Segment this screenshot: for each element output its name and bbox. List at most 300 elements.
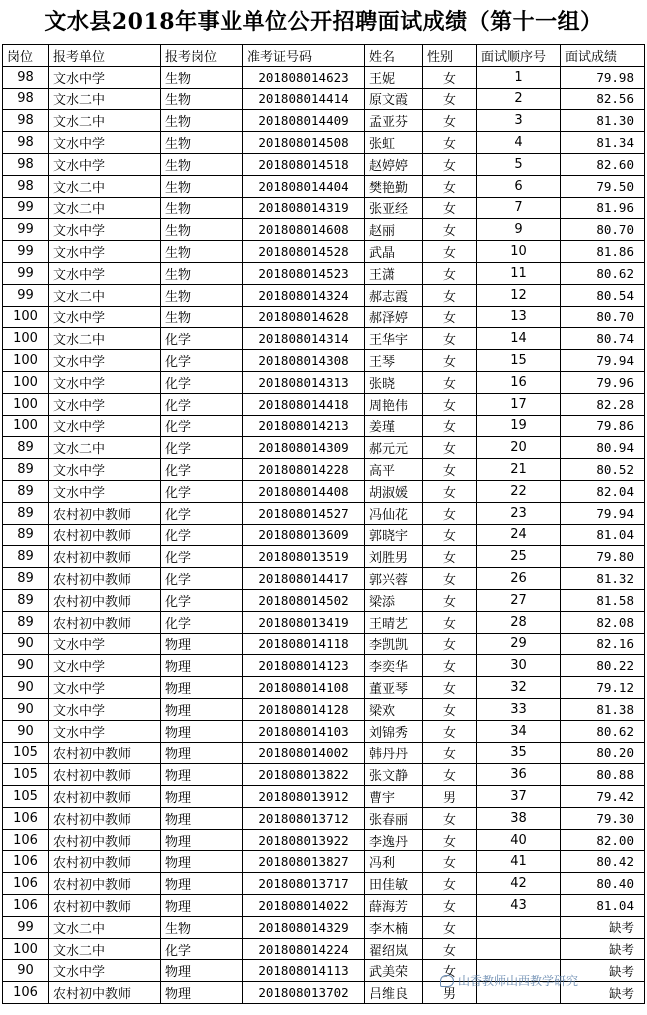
- cell-score: 82.60: [561, 153, 645, 175]
- cell-unit: 农村初中教师: [49, 568, 161, 590]
- cell-order: 33: [477, 698, 561, 720]
- cell-post-id: 90: [3, 698, 49, 720]
- table-row: [3, 110, 645, 132]
- cell-post-id: 100: [3, 371, 49, 393]
- table-row: [3, 480, 645, 502]
- cell-gender: 女: [423, 153, 477, 175]
- table-row: [3, 742, 645, 764]
- cell-name: 张虹: [365, 132, 423, 154]
- cell-name: 樊艳勤: [365, 175, 423, 197]
- cell-ticket-number: 201808014608: [243, 219, 365, 241]
- page-title: 文水县2018年事业单位公开招聘面试成绩（第十一组）: [44, 9, 603, 35]
- cell-ticket-number: 201808014628: [243, 306, 365, 328]
- cell-score: 80.52: [561, 459, 645, 481]
- cell-position: 化学: [161, 589, 243, 611]
- cell-order: 27: [477, 589, 561, 611]
- header-post-id: 岗位: [3, 45, 49, 67]
- cell-position: 物理: [161, 677, 243, 699]
- cell-post-id: 99: [3, 197, 49, 219]
- cell-post-id: 90: [3, 633, 49, 655]
- cell-gender: 女: [423, 306, 477, 328]
- cell-score: 79.94: [561, 502, 645, 524]
- cell-ticket-number: 201808014002: [243, 742, 365, 764]
- cell-position: 化学: [161, 611, 243, 633]
- cell-post-id: 100: [3, 350, 49, 372]
- cell-unit: 文水二中: [49, 916, 161, 938]
- cell-position: 生物: [161, 66, 243, 88]
- cell-post-id: 106: [3, 895, 49, 917]
- cell-score: 79.96: [561, 371, 645, 393]
- cell-position: 化学: [161, 371, 243, 393]
- cell-post-id: 89: [3, 524, 49, 546]
- cell-gender: 女: [423, 393, 477, 415]
- cell-name: 梁欢: [365, 698, 423, 720]
- cell-unit: 文水二中: [49, 284, 161, 306]
- cell-post-id: 100: [3, 393, 49, 415]
- header-unit: 报考单位: [49, 45, 161, 67]
- cell-name: 郝泽婷: [365, 306, 423, 328]
- cell-name: 薛海芳: [365, 895, 423, 917]
- cell-gender: 男: [423, 982, 477, 1004]
- cell-order: [477, 938, 561, 960]
- cell-ticket-number: 201808014408: [243, 480, 365, 502]
- cell-position: 生物: [161, 306, 243, 328]
- cell-order: 43: [477, 895, 561, 917]
- cell-position: 物理: [161, 698, 243, 720]
- cell-score: 81.96: [561, 197, 645, 219]
- cell-ticket-number: 201808014527: [243, 502, 365, 524]
- cell-position: 生物: [161, 916, 243, 938]
- cell-name: 张文静: [365, 764, 423, 786]
- cell-gender: 女: [423, 546, 477, 568]
- cell-unit: 文水中学: [49, 306, 161, 328]
- header-ticket-number: 准考证号码: [243, 45, 365, 67]
- cell-ticket-number: 201808013609: [243, 524, 365, 546]
- cell-score: 缺考: [561, 916, 645, 938]
- cell-name: 赵丽: [365, 219, 423, 241]
- cell-ticket-number: 201808014319: [243, 197, 365, 219]
- cell-name: 高平: [365, 459, 423, 481]
- table-row: [3, 197, 645, 219]
- cell-position: 生物: [161, 284, 243, 306]
- cell-ticket-number: 201808014523: [243, 262, 365, 284]
- cell-post-id: 99: [3, 241, 49, 263]
- header-score: 面试成绩: [561, 45, 645, 67]
- cell-post-id: 106: [3, 829, 49, 851]
- cell-score: 82.00: [561, 829, 645, 851]
- cell-gender: 女: [423, 350, 477, 372]
- cell-position: 物理: [161, 720, 243, 742]
- cell-name: 武晶: [365, 241, 423, 263]
- cell-post-id: 89: [3, 502, 49, 524]
- cell-unit: 文水中学: [49, 720, 161, 742]
- cell-unit: 文水中学: [49, 633, 161, 655]
- cell-post-id: 89: [3, 459, 49, 481]
- score-table: [2, 44, 645, 1004]
- cell-unit: 农村初中教师: [49, 851, 161, 873]
- cell-score: 79.42: [561, 786, 645, 808]
- cell-name: 王潇: [365, 262, 423, 284]
- header-position: 报考岗位: [161, 45, 243, 67]
- header-gender: 性别: [423, 45, 477, 67]
- cell-gender: 女: [423, 175, 477, 197]
- header-row: [3, 45, 645, 67]
- cell-ticket-number: 201808013822: [243, 764, 365, 786]
- cell-gender: 女: [423, 611, 477, 633]
- cell-name: 曹宇: [365, 786, 423, 808]
- cell-name: 王妮: [365, 66, 423, 88]
- cell-ticket-number: 201808014409: [243, 110, 365, 132]
- cell-order: 15: [477, 350, 561, 372]
- cell-score: 81.30: [561, 110, 645, 132]
- cell-position: 化学: [161, 568, 243, 590]
- cell-unit: 农村初中教师: [49, 829, 161, 851]
- cell-position: 化学: [161, 524, 243, 546]
- cell-position: 化学: [161, 480, 243, 502]
- cell-name: 张春丽: [365, 807, 423, 829]
- cell-order: 21: [477, 459, 561, 481]
- cell-score: 80.20: [561, 742, 645, 764]
- cell-name: 冯仙花: [365, 502, 423, 524]
- cell-gender: 女: [423, 219, 477, 241]
- cell-ticket-number: 201808013912: [243, 786, 365, 808]
- cell-post-id: 89: [3, 611, 49, 633]
- cell-unit: 文水中学: [49, 219, 161, 241]
- cell-name: 周艳伟: [365, 393, 423, 415]
- table-row: [3, 568, 645, 590]
- cell-score: 80.62: [561, 720, 645, 742]
- cell-gender: 女: [423, 328, 477, 350]
- cell-score: 81.86: [561, 241, 645, 263]
- cell-name: 吕维良: [365, 982, 423, 1004]
- cell-ticket-number: 201808014508: [243, 132, 365, 154]
- cell-name: 王琴: [365, 350, 423, 372]
- cell-post-id: 98: [3, 175, 49, 197]
- cell-order: 29: [477, 633, 561, 655]
- cell-ticket-number: 201808014228: [243, 459, 365, 481]
- cell-ticket-number: 201808013519: [243, 546, 365, 568]
- cell-score: 缺考: [561, 982, 645, 1004]
- cell-post-id: 98: [3, 132, 49, 154]
- cell-post-id: 98: [3, 110, 49, 132]
- cell-ticket-number: 201808014113: [243, 960, 365, 982]
- cell-order: 1: [477, 66, 561, 88]
- cell-score: 80.88: [561, 764, 645, 786]
- cell-name: 冯利: [365, 851, 423, 873]
- cell-order: 2: [477, 88, 561, 110]
- cell-position: 物理: [161, 807, 243, 829]
- cell-score: 80.70: [561, 219, 645, 241]
- cell-unit: 农村初中教师: [49, 807, 161, 829]
- table-row: [3, 393, 645, 415]
- cell-name: 李凯凯: [365, 633, 423, 655]
- cell-name: 李奕华: [365, 655, 423, 677]
- cell-order: 26: [477, 568, 561, 590]
- cell-order: 40: [477, 829, 561, 851]
- cell-unit: 农村初中教师: [49, 611, 161, 633]
- cell-score: 缺考: [561, 960, 645, 982]
- cell-name: 田佳敏: [365, 873, 423, 895]
- cell-ticket-number: 201808014118: [243, 633, 365, 655]
- cell-ticket-number: 201808014414: [243, 88, 365, 110]
- cell-position: 化学: [161, 459, 243, 481]
- cell-ticket-number: 201808014213: [243, 415, 365, 437]
- cell-unit: 文水中学: [49, 698, 161, 720]
- cell-post-id: 90: [3, 720, 49, 742]
- cell-gender: 女: [423, 742, 477, 764]
- cell-unit: 文水二中: [49, 938, 161, 960]
- cell-post-id: 98: [3, 153, 49, 175]
- table-row: [3, 633, 645, 655]
- cell-unit: 文水中学: [49, 960, 161, 982]
- cell-ticket-number: 201808014314: [243, 328, 365, 350]
- cell-order: 25: [477, 546, 561, 568]
- cell-unit: 农村初中教师: [49, 502, 161, 524]
- cell-position: 物理: [161, 655, 243, 677]
- cell-unit: 文水二中: [49, 197, 161, 219]
- cell-position: 生物: [161, 153, 243, 175]
- cell-post-id: 105: [3, 786, 49, 808]
- cell-order: 19: [477, 415, 561, 437]
- cell-ticket-number: 201808014128: [243, 698, 365, 720]
- cell-ticket-number: 201808013922: [243, 829, 365, 851]
- table-row: [3, 829, 645, 851]
- cell-position: 生物: [161, 197, 243, 219]
- cell-gender: 女: [423, 524, 477, 546]
- cell-score: 82.16: [561, 633, 645, 655]
- cell-name: 李逸丹: [365, 829, 423, 851]
- table-row: [3, 807, 645, 829]
- cell-score: 81.34: [561, 132, 645, 154]
- cell-gender: 女: [423, 655, 477, 677]
- cell-position: 物理: [161, 633, 243, 655]
- table-row: [3, 241, 645, 263]
- cell-score: 缺考: [561, 938, 645, 960]
- cell-gender: 女: [423, 916, 477, 938]
- cell-order: 38: [477, 807, 561, 829]
- cell-order: 41: [477, 851, 561, 873]
- cell-gender: 女: [423, 502, 477, 524]
- table-row: [3, 175, 645, 197]
- cell-unit: 农村初中教师: [49, 524, 161, 546]
- cell-score: 81.32: [561, 568, 645, 590]
- cell-unit: 农村初中教师: [49, 589, 161, 611]
- cell-score: 82.56: [561, 88, 645, 110]
- cell-unit: 文水中学: [49, 677, 161, 699]
- cell-unit: 文水中学: [49, 241, 161, 263]
- table-row: [3, 764, 645, 786]
- cell-unit: 文水中学: [49, 350, 161, 372]
- cell-ticket-number: 201808013827: [243, 851, 365, 873]
- cell-ticket-number: 201808014418: [243, 393, 365, 415]
- table-row: [3, 415, 645, 437]
- table-row: [3, 677, 645, 699]
- cell-unit: 文水中学: [49, 393, 161, 415]
- cell-order: 30: [477, 655, 561, 677]
- cell-ticket-number: 201808014329: [243, 916, 365, 938]
- table-row: [3, 895, 645, 917]
- cell-score: 79.94: [561, 350, 645, 372]
- cell-name: 刘锦秀: [365, 720, 423, 742]
- cell-gender: 女: [423, 241, 477, 263]
- cell-gender: 女: [423, 698, 477, 720]
- table-row: [3, 284, 645, 306]
- cell-gender: 女: [423, 938, 477, 960]
- table-row: [3, 437, 645, 459]
- cell-unit: 文水中学: [49, 132, 161, 154]
- cell-name: 赵婷婷: [365, 153, 423, 175]
- cell-unit: 农村初中教师: [49, 546, 161, 568]
- cell-gender: 女: [423, 764, 477, 786]
- cell-score: 80.54: [561, 284, 645, 306]
- cell-post-id: 106: [3, 807, 49, 829]
- cell-score: 81.04: [561, 524, 645, 546]
- cell-position: 化学: [161, 938, 243, 960]
- cell-gender: 女: [423, 371, 477, 393]
- cell-unit: 文水二中: [49, 175, 161, 197]
- cell-ticket-number: 201808014309: [243, 437, 365, 459]
- cell-score: 79.98: [561, 66, 645, 88]
- cell-unit: 文水二中: [49, 328, 161, 350]
- cell-ticket-number: 201808013419: [243, 611, 365, 633]
- cell-name: 原文霞: [365, 88, 423, 110]
- cell-order: 9: [477, 219, 561, 241]
- cell-gender: 女: [423, 197, 477, 219]
- cell-unit: 文水中学: [49, 415, 161, 437]
- watermark: [440, 972, 578, 989]
- cell-name: 李木楠: [365, 916, 423, 938]
- cell-unit: 农村初中教师: [49, 982, 161, 1004]
- cell-name: 翟绍岚: [365, 938, 423, 960]
- cell-position: 物理: [161, 960, 243, 982]
- cell-order: 20: [477, 437, 561, 459]
- cell-gender: 女: [423, 589, 477, 611]
- cell-name: 王华宇: [365, 328, 423, 350]
- cell-post-id: 99: [3, 916, 49, 938]
- cell-ticket-number: 201808014324: [243, 284, 365, 306]
- cell-position: 化学: [161, 415, 243, 437]
- cell-unit: 农村初中教师: [49, 873, 161, 895]
- table-row: [3, 916, 645, 938]
- header-order: 面试顺序号: [477, 45, 561, 67]
- cell-gender: 女: [423, 262, 477, 284]
- table-row: [3, 589, 645, 611]
- cell-position: 物理: [161, 829, 243, 851]
- cell-position: 物理: [161, 742, 243, 764]
- cell-unit: 文水二中: [49, 88, 161, 110]
- cell-name: 郝志霞: [365, 284, 423, 306]
- table-row: [3, 153, 645, 175]
- cell-post-id: 106: [3, 873, 49, 895]
- cell-post-id: 100: [3, 938, 49, 960]
- table-row: [3, 219, 645, 241]
- table-row: [3, 459, 645, 481]
- cell-gender: 女: [423, 459, 477, 481]
- cell-order: 28: [477, 611, 561, 633]
- cell-position: 化学: [161, 546, 243, 568]
- cell-post-id: 106: [3, 982, 49, 1004]
- table-row: [3, 306, 645, 328]
- cell-score: 82.08: [561, 611, 645, 633]
- cell-ticket-number: 201808014404: [243, 175, 365, 197]
- table-row: [3, 88, 645, 110]
- cell-order: 14: [477, 328, 561, 350]
- cell-score: 80.70: [561, 306, 645, 328]
- cell-gender: 女: [423, 633, 477, 655]
- cell-ticket-number: 201808014308: [243, 350, 365, 372]
- cell-order: 7: [477, 197, 561, 219]
- cell-gender: 女: [423, 829, 477, 851]
- cell-ticket-number: 201808014123: [243, 655, 365, 677]
- cell-score: 79.12: [561, 677, 645, 699]
- table-row: [3, 720, 645, 742]
- table-row: [3, 350, 645, 372]
- cell-post-id: 99: [3, 219, 49, 241]
- watermark-text: 山香教师山西教学研究: [458, 974, 579, 988]
- cell-score: 80.22: [561, 655, 645, 677]
- cell-ticket-number: 201808014528: [243, 241, 365, 263]
- cell-position: 生物: [161, 88, 243, 110]
- header-name: 姓名: [365, 45, 423, 67]
- cell-post-id: 98: [3, 66, 49, 88]
- cell-post-id: 100: [3, 415, 49, 437]
- cell-ticket-number: 201808013702: [243, 982, 365, 1004]
- cell-ticket-number: 201808014313: [243, 371, 365, 393]
- table-row: [3, 851, 645, 873]
- cell-gender: 女: [423, 895, 477, 917]
- table-row: [3, 873, 645, 895]
- cell-position: 物理: [161, 982, 243, 1004]
- cell-order: 6: [477, 175, 561, 197]
- cell-position: 物理: [161, 786, 243, 808]
- cell-position: 物理: [161, 764, 243, 786]
- cell-position: 化学: [161, 393, 243, 415]
- chat-bubble-icon: [440, 975, 454, 987]
- cell-score: 80.42: [561, 851, 645, 873]
- cell-ticket-number: 201808014623: [243, 66, 365, 88]
- table-row: [3, 698, 645, 720]
- cell-post-id: 99: [3, 284, 49, 306]
- table-row: [3, 328, 645, 350]
- cell-unit: 文水中学: [49, 262, 161, 284]
- cell-position: 生物: [161, 132, 243, 154]
- cell-order: 23: [477, 502, 561, 524]
- cell-position: 化学: [161, 350, 243, 372]
- cell-order: 12: [477, 284, 561, 306]
- cell-position: 化学: [161, 502, 243, 524]
- cell-name: 郭晓宇: [365, 524, 423, 546]
- cell-position: 化学: [161, 437, 243, 459]
- cell-gender: 女: [423, 110, 477, 132]
- cell-unit: 文水中学: [49, 371, 161, 393]
- cell-score: 80.74: [561, 328, 645, 350]
- cell-score: 79.80: [561, 546, 645, 568]
- cell-name: 姜瑾: [365, 415, 423, 437]
- cell-order: 24: [477, 524, 561, 546]
- cell-position: 化学: [161, 328, 243, 350]
- cell-name: 胡淑媛: [365, 480, 423, 502]
- cell-gender: 女: [423, 88, 477, 110]
- cell-gender: 女: [423, 851, 477, 873]
- cell-gender: 女: [423, 960, 477, 982]
- cell-position: 物理: [161, 873, 243, 895]
- table-row: [3, 132, 645, 154]
- cell-order: 36: [477, 764, 561, 786]
- cell-position: 物理: [161, 851, 243, 873]
- cell-name: 梁添: [365, 589, 423, 611]
- table-row: [3, 938, 645, 960]
- cell-name: 刘胜男: [365, 546, 423, 568]
